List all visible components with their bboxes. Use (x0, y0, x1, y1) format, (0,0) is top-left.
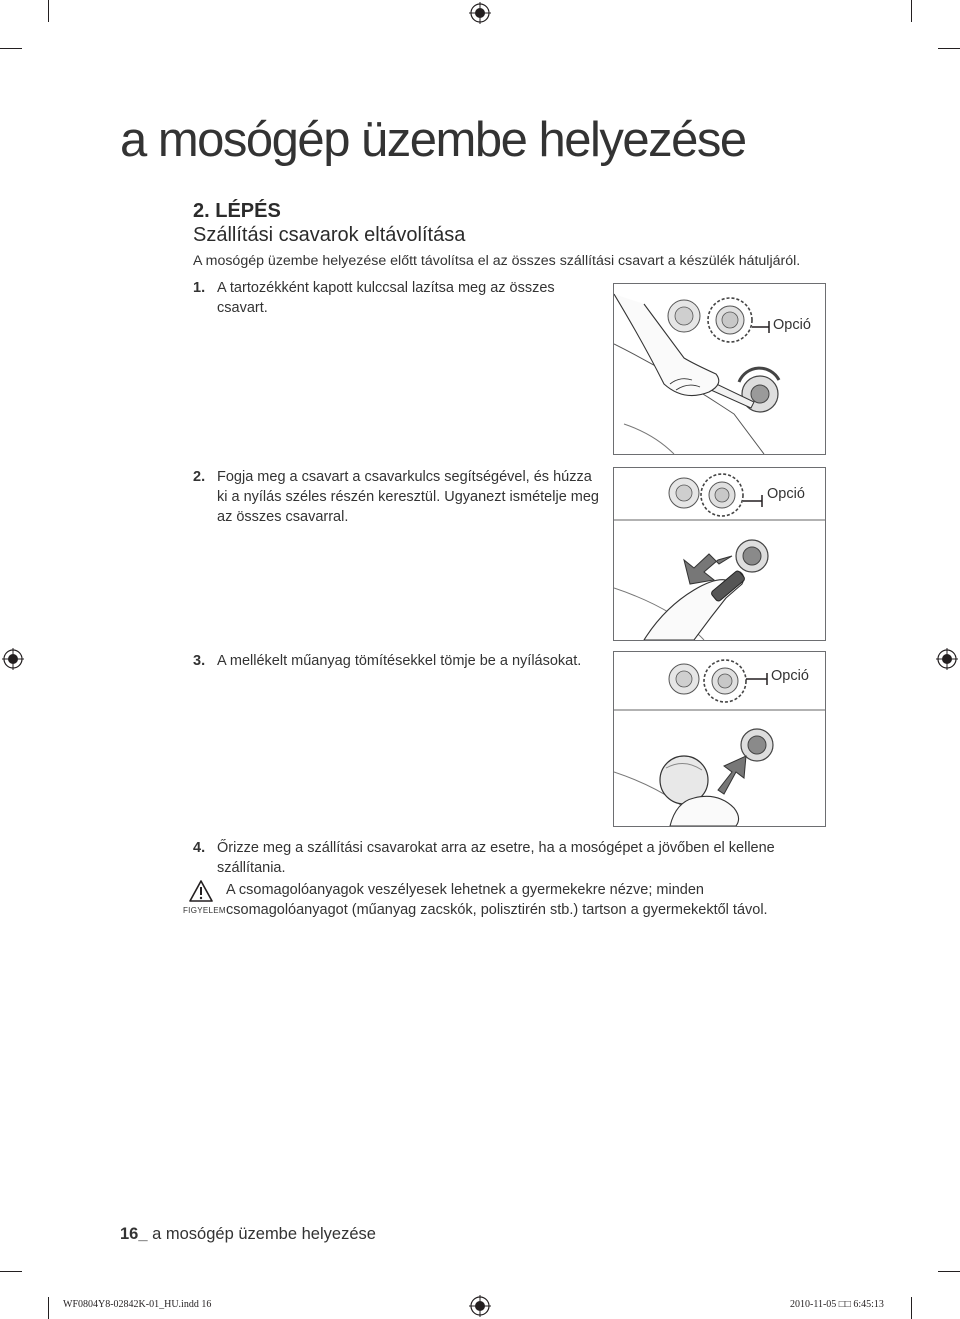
illustration-wrench-loosening (614, 284, 825, 454)
crop-line-left-h-bottom (0, 1271, 22, 1272)
option-label: Opció (767, 486, 805, 502)
crop-line-bottom-right (911, 1297, 912, 1319)
page-number: 16_ (120, 1225, 148, 1243)
footer-section-title: a mosógép üzembe helyezése (147, 1225, 376, 1243)
step-text-line: csavart. (217, 300, 268, 316)
step-number: 4. (193, 840, 206, 856)
warning-triangle-icon (189, 880, 213, 902)
step-item-4 (193, 838, 833, 882)
warning-label: FIGYELEM (183, 906, 226, 915)
option-label: Opció (771, 668, 809, 684)
crop-line-right-h-bottom (938, 1271, 960, 1272)
step-item-3 (193, 651, 603, 673)
crop-line-bottom-left (48, 1297, 49, 1319)
figure-plug-holes (613, 651, 826, 827)
step-text-line: Fogja meg a csavart a csavarkulcs segítségével, és húzza (217, 469, 592, 485)
step-text-line: ki a nyílás széles részén keresztül. Ugyanezt ismételje meg (217, 489, 599, 505)
step-text-line: Őrizze meg a szállítási csavarokat arra az esetre, ha a mosógépet a jövőben el kellene (217, 840, 775, 856)
warning-text (226, 880, 846, 920)
step-text (217, 838, 775, 878)
crop-line-right-h (938, 48, 960, 49)
step-item-2 (193, 467, 603, 531)
registration-mark-icon (469, 2, 491, 24)
crop-line-left-h (0, 48, 22, 49)
warning-text-line: A csomagolóanyagok veszélyesek lehetnek a gyermekekre nézve; minden (226, 882, 704, 898)
crop-line-top-right (911, 0, 912, 22)
option-label: Opció (773, 317, 811, 333)
registration-mark-icon (2, 648, 24, 670)
step-label: 2. LÉPÉS (193, 200, 281, 222)
crop-line-top-left (48, 0, 49, 22)
warning-text-line: csomagolóanyagot (műanyag zacskók, polisztirén stb.) tartson a gyermekektől távol. (226, 902, 768, 918)
step-number: 1. (193, 280, 206, 296)
step-title: Szállítási csavarok eltávolítása (193, 224, 466, 246)
step-text (217, 278, 555, 318)
step-text: A mellékelt műanyag tömítésekkel tömje be a nyílásokat. (217, 653, 582, 669)
intro-text: A mosógép üzembe helyezése előtt távolítsa el az összes szállítási csavart a készülék hátuljáról. (193, 253, 801, 269)
page-title: a mosógép üzembe helyezése (120, 113, 746, 167)
figure-loosen-bolts (613, 283, 826, 455)
footer-page-label (120, 1225, 376, 1244)
step-text-line: A tartozékként kapott kulccsal lazítsa meg az összes (217, 280, 555, 296)
step-text (217, 467, 599, 527)
step-number: 2. (193, 469, 206, 485)
registration-mark-icon (469, 1295, 491, 1317)
print-slug-datetime: 2010-11-05 □□ 6:45:13 (790, 1299, 884, 1310)
step-text-line: az összes csavarral. (217, 509, 349, 525)
registration-mark-icon (936, 648, 958, 670)
print-slug-file: WF0804Y8-02842K-01_HU.indd 16 (63, 1299, 212, 1310)
figure-pull-bolts (613, 467, 826, 641)
step-number: 3. (193, 653, 206, 669)
step-item-1 (193, 278, 593, 322)
step-text-line: szállítania. (217, 860, 286, 876)
